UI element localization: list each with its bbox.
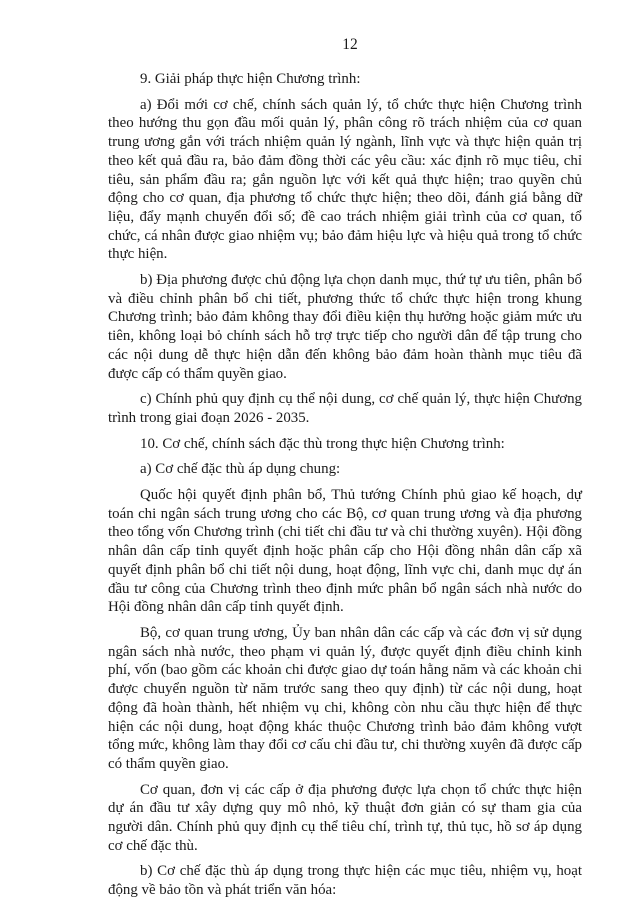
paragraph-10a-2: Bộ, cơ quan trung ương, Ủy ban nhân dân các cấp và các đơn vị sử dụng ngân sách nhà nước, theo phạm vi quản lý, được quyết định điều chỉnh kinh phí, vốn (bao gồm các khoản chi được giao dự toán hằng năm và các khoản chi được chuyển nguồn từ năm trước sang theo quy định) từ các nội dung, hoạt động đã hoàn thành, hết nhiệm vụ chi, không còn nhu cầu thực hiện để thực hiện các nội dung, hoạt động khác thuộc Chương trình bảo đảm không vượt tổng mức, không làm thay đổi cơ cấu chi đầu tư, chi thường xuyên đã được cấp có thẩm quyền giao. [108,624,582,772]
paragraph-10b: b) Cơ chế đặc thù áp dụng trong thực hiện các mục tiêu, nhiệm vụ, hoạt động về bảo tồn và phát triển văn hóa: [108,863,582,899]
paragraph-9b: b) Địa phương được chủ động lựa chọn danh mục, thứ tự ưu tiên, phân bổ và điều chỉnh phân bổ chi tiết, phương thức tổ chức thực hiện trong khung Chương trình; bảo đảm không thay đổi điều kiện thụ hưởng hoặc giảm mức ưu tiên, không loại bỏ chính sách hỗ trợ trực tiếp cho người dân để tập trung cho các nội dung dễ thực hiện dẫn đến không bảo đảm hoàn thành mục tiêu đã được cấp có thẩm quyền giao. [108,272,582,382]
paragraph-10a-3: Cơ quan, đơn vị các cấp ở địa phương được lựa chọn tổ chức thực hiện dự án đầu tư xây dựng quy mô nhỏ, kỹ thuật đơn giản có sự tham gia của người dân. Chính phủ quy định cụ thể tiêu chí, trình tự, thủ tục, hồ sơ áp dụng cơ chế đặc thù. [108,781,582,854]
section-heading-9: 9. Giải pháp thực hiện Chương trình: [140,71,361,87]
paragraph-10a-1: Quốc hội quyết định phân bổ, Thủ tướng Chính phủ giao kế hoạch, dự toán chi ngân sách trung ương cho các Bộ, cơ quan trung ương và địa phương theo tổng vốn Chương trình (chi tiết chi đầu tư và chi thường xuyên). Hội đồng nhân dân cấp tỉnh quyết định hoặc phân cấp cho Hội đồng nhân dân cấp xã quyết định phân bổ chi tiết nội dung, hoạt động, lĩnh vực chi, danh mục dự án đầu tư công của Chương trình theo định mức phân bổ ngân sách nhà nước do Hội đồng nhân dân cấp tỉnh quyết định. [108,487,582,616]
paragraph-10a-heading: a) Cơ chế đặc thù áp dụng chung: [140,461,341,478]
page-number: 12 [342,36,358,53]
paragraph-9c: c) Chính phủ quy định cụ thể nội dung, cơ chế quản lý, thực hiện Chương trình trong giai đoạn 2026 - 2035. [108,391,582,426]
paragraph-9a: a) Đổi mới cơ chế, chính sách quản lý, tổ chức thực hiện Chương trình theo hướng thu gọn đầu mối quản lý, phân công rõ trách nhiệm của cơ quan trung ương gắn với trách nhiệm quản lý ngành, lĩnh vực và thực hiện quản trị theo kết quả đầu ra, bảo đảm đồng thời các yêu cầu: xác định rõ mục tiêu, chỉ tiêu, sản phẩm đầu ra; gắn nguồn lực với kết quả thực hiện; trao quyền chủ động cho cơ quan, địa phương tổ chức thực hiện; theo dõi, đánh giá bằng dữ liệu, đẩy mạnh chuyển đổi số; đề cao trách nhiệm giải trình của cơ quan, tổ chức, cá nhân được giao nhiệm vụ; bảo đảm hiệu lực và hiệu quả trong tổ chức thực hiện. [108,96,582,263]
section-heading-10: 10. Cơ chế, chính sách đặc thù trong thực hiện Chương trình: [140,435,505,452]
